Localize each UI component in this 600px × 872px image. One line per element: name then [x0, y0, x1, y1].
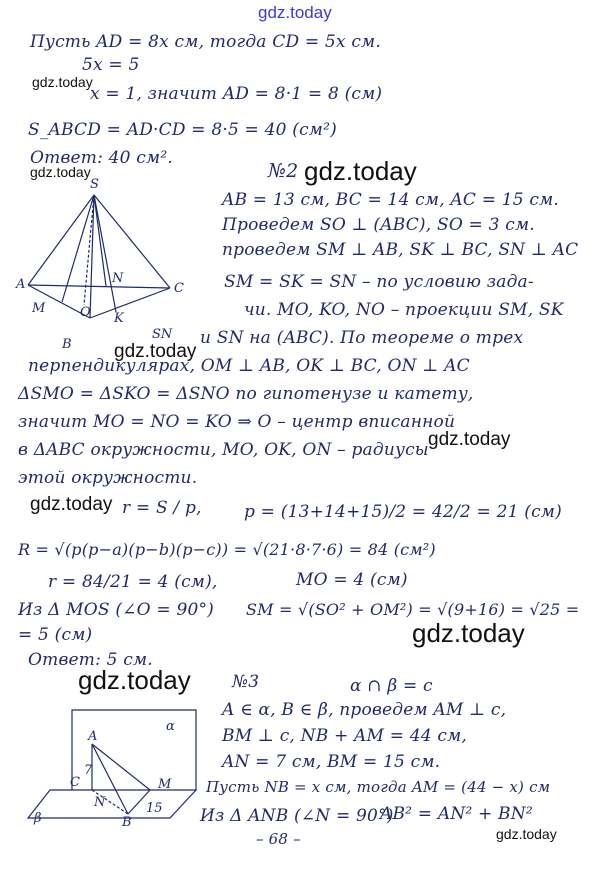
watermark: gdz.today — [114, 341, 197, 362]
edge-SA — [28, 195, 94, 285]
edge-SB — [90, 195, 94, 318]
segment-SK — [94, 195, 116, 312]
text-line: p = (13+14+15)/2 = 42/2 = 21 (см) — [244, 502, 562, 522]
problem-number: №3 — [232, 672, 260, 692]
edge-BC — [90, 288, 170, 318]
text-line: r = S / p, — [122, 498, 202, 518]
text-line: перпендикулярах, OM ⊥ AB, OK ⊥ BC, ON ⊥ AC — [28, 356, 470, 376]
label-N: N — [94, 795, 106, 810]
text-line: Ответ: 5 см. — [28, 650, 153, 670]
label-B: B — [62, 337, 72, 352]
text-line: MO = 4 (см) — [296, 570, 408, 590]
text-line: SM = SK = SN – по условию зада- — [224, 272, 534, 292]
watermark: gdz.today — [30, 494, 113, 515]
text-line: SM = √(SO² + OM²) = √(9+16) = √25 = — [246, 600, 580, 619]
page-number: – 68 – — [256, 830, 301, 848]
text-line: и SN на (ABC). По теореме о трех — [200, 328, 524, 348]
watermark: gdz.today — [412, 618, 525, 648]
text-line: этой окружности. — [18, 468, 198, 488]
plane-beta — [28, 790, 196, 818]
text-line: в ΔABC окружности, MO, OK, ON – радиусы — [18, 440, 429, 460]
text-line: Пусть NB = x см, тогда AM = (44 − x) см — [206, 778, 551, 796]
label-N: N — [112, 271, 124, 286]
text-line: Пусть AD = 8x см, тогда CD = 5x см. — [30, 32, 381, 52]
label-M: M — [158, 777, 172, 792]
watermark: gdz.today — [428, 429, 511, 450]
text-line: α ∩ β = c — [350, 676, 433, 696]
watermark: gdz.today — [496, 826, 557, 842]
text-line: значит MO = NO = KO ⇒ O – центр вписанной — [18, 412, 456, 432]
label-K: K — [114, 311, 124, 326]
text-line: S_ABCD = AD·CD = 8·5 = 40 (см²) — [28, 120, 337, 140]
label-A: A — [16, 277, 26, 292]
label-beta: β — [34, 811, 42, 826]
text-line: R = √(p(p−a)(p−b)(p−c)) = √(21·8·7·6) = 84 (см²) — [18, 540, 436, 559]
text-line: = 5 (см) — [18, 625, 93, 645]
label-alpha: α — [166, 719, 175, 734]
segment-SN — [94, 195, 106, 286]
text-line: Ответ: 40 см². — [30, 148, 173, 168]
label-7: 7 — [84, 763, 93, 778]
watermark: gdz.today — [78, 665, 191, 695]
text-line: ΔSMO = ΔSKO = ΔSNO по гипотенузе и катету, — [18, 384, 474, 404]
label-A: A — [88, 729, 98, 744]
text-line: x = 1, значит AD = 8·1 = 8 (см) — [90, 84, 383, 104]
problem-number: №2 — [268, 160, 299, 182]
text-line: BM ⊥ c, NB + AM = 44 см, — [222, 726, 468, 746]
text-line: чи. MO, KO, NO – проекции SM, SK — [244, 300, 564, 320]
label-C: C — [174, 281, 184, 296]
text-line: AB² = AN² + BN² — [380, 804, 533, 824]
watermark: gdz.today — [32, 74, 93, 90]
label-O: O — [80, 305, 91, 320]
caption-SN: SN — [152, 327, 173, 342]
label-S: S — [90, 177, 99, 192]
text-line: AN = 7 см, BM = 15 см. — [222, 752, 441, 772]
watermark-top: gdz.today — [258, 3, 332, 22]
label-M: M — [32, 301, 46, 316]
watermark: gdz.today — [30, 164, 91, 180]
text-line: Из Δ ANB (∠N = 90°) — [200, 806, 394, 826]
text-line: 5x = 5 — [82, 55, 140, 75]
label-C: C — [70, 775, 80, 790]
edge-SC — [94, 195, 170, 288]
planes-figure — [10, 690, 210, 830]
label-B: B — [122, 815, 132, 830]
pyramid-figure — [10, 170, 220, 355]
edge-AC — [28, 285, 170, 288]
text-line: r = 84/21 = 4 (см), — [48, 572, 218, 592]
text-line: A ∈ α, B ∈ β, проведем AM ⊥ c, — [222, 700, 507, 720]
text-line: Из Δ MOS (∠O = 90°) — [18, 600, 215, 620]
text-line: Проведем SO ⊥ (ABC), SO = 3 см. — [222, 215, 535, 235]
text-line: AB = 13 см, BC = 14 см, AC = 15 см. — [222, 190, 559, 210]
segment-AM — [92, 744, 150, 790]
watermark: gdz.today — [304, 156, 417, 186]
label-15: 15 — [146, 801, 163, 816]
text-line: проведем SM ⊥ AB, SK ⊥ BC, SN ⊥ AC — [222, 240, 579, 260]
